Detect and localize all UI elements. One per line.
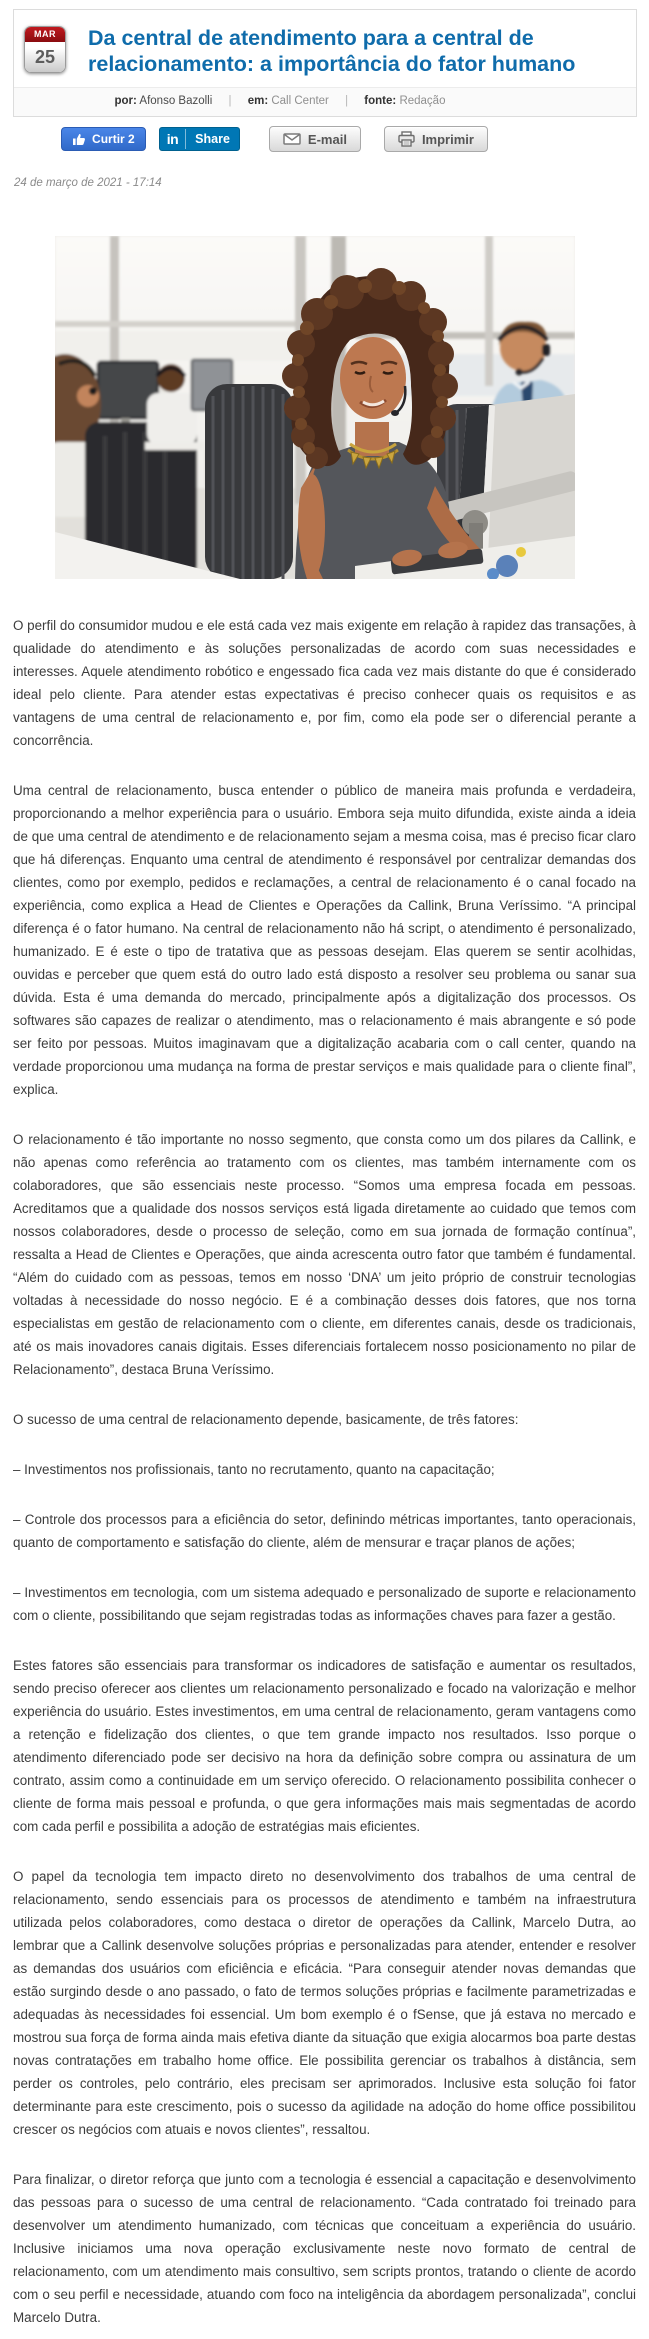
publish-date: 24 de março de 2021 - 17:14 bbox=[14, 177, 162, 189]
email-button[interactable] bbox=[269, 126, 361, 152]
byline-bar bbox=[14, 87, 636, 116]
linkedin-share-label: Share bbox=[195, 132, 230, 146]
thumbs-up-icon bbox=[72, 133, 86, 146]
print-icon bbox=[398, 131, 415, 147]
article-header bbox=[13, 9, 637, 117]
byline-por-label: por: bbox=[114, 95, 137, 107]
print-button[interactable] bbox=[384, 126, 488, 152]
call-center-photo-illustration bbox=[55, 236, 575, 579]
byline-em-label: em: bbox=[247, 95, 269, 107]
linkedin-share-button[interactable] bbox=[159, 127, 240, 151]
article-photo bbox=[55, 236, 575, 579]
article-paragraph: Estes fatores são essenciais para transformar os indicadores de satisfação e aumentar os resultados, sendo preciso oferecer aos clientes um relacionamento personalizado e focado na valorização e melhor experiência do usuário. Estes investimentos, em uma central de relacionamento, geram vantagens como a retenção e fidelização dos clientes, o que tem grande impacto nos resultados. Isso porque o atendimento diferenciado pode ser decisivo na hora da definição sobre compra ou assinatura de um contrato, assim como a continuidade em um serviço oferecido. O relacionamento possibilita conhecer o cliente de forma mais pessoal e profunda, o que gera informações mais mais segmentadas de acordo com cada perfil e possibilita a adoção de estratégias mais eficientes. bbox=[13, 1658, 636, 1834]
email-label: E-mail bbox=[307, 131, 347, 147]
email-icon bbox=[283, 133, 301, 145]
article-paragraph: O perfil do consumidor mudou e ele está cada vez mais exigente em relação à rapidez das transações, à qualidade do atendimento e às soluções personalizadas de acordo com suas necessidades e interesses. Aquele atendimento robótico e engessado fica cada vez mais distante do que é considerado ideal pelo cliente. Para atender estas expectativas é preciso conhecer quais os requisitos e as vantagens de uma central de relacionamento e, por fim, como ela pode ser o diferencial perante a concorrência. bbox=[13, 618, 637, 748]
article-paragraph: Para finalizar, o diretor reforça que junto com a tecnologia é essencial a capacitação e desenvolvimento das pessoas para o sucesso de uma central de relacionamento. “Cada contratado foi treinado para desenvolver um atendimento humanizado, com técnicas que conceituam a experiência do usuário. Inclusive iniciamos uma nova operação exclusivamente neste novo formato de central de relacionamento, com um atendimento mais consultivo, sem scripts prontos, tratando o cliente de acordo com o seu perfil e necessidade, atuando com foco na inteligência da abordagem personalizada”, conclui Marcelo Dutra. bbox=[13, 2172, 636, 2325]
byline-author[interactable]: Afonso Bazolli bbox=[139, 95, 213, 107]
byline-fonte-label: fonte: bbox=[364, 95, 397, 107]
page-title: Da central de atendimento para a central de relacionamento: a importância do fator humano bbox=[88, 26, 576, 76]
article-paragraph: Uma central de relacionamento, busca entender o público de maneira mais profunda e verdadeira, proporcionando a melhor experiência para o usuário. Embora seja muito difundida, existe ainda a ideia de que uma central de atendimento e de relacionamento sejam a mesma coisa, mas é preciso ficar claro que há diferenças. Enquanto uma central de atendimento é responsável por centralizar demandas dos clientes, como por exemplo, pedidos e reclamações, a central de relacionamento é o canal focado na experiência, como explica a Head de Clientes e Operações da Callink, Bruna Veríssimo. “A principal diferença é o fator humano. Na central de relacionamento não há script, o atendimento é personalizado, humanizado. E é este o tipo de tratativa que as pessoas desejam. Elas querem se sentir acolhidas, ouvidas e perceber que quem está do outro lado está disposto a resolver seu problema ou sanar sua dúvida. Esta é uma demanda do mercado, principalmente após a digitalização dos processos. Os softwares são capazes de realizar o atendimento, mas o relacionamento é mais abrangente e só pode ser feito por pessoas. Muitos imaginavam que a digitalização acabaria com o call center, quando na verdade proporcionou uma mudança na forma de prestar serviços e mais qualidade para o cliente final”, explica. bbox=[13, 783, 636, 1097]
byline-separator: | bbox=[345, 95, 349, 107]
article-paragraph: O relacionamento é tão importante no nosso segmento, que consta como um dos pilares da Callink, e não apenas como referência ao tratamento com os clientes, mas também internamente com os colaboradores, que são essenciais neste processo. “Somos uma empresa focada em pessoas. Acreditamos que a qualidade dos nossos serviços está ligada diretamente ao cuidado que temos com nossos colaboradores, desde o processo de seleção, como em sua jornada de formação contínua”, ressalta a Head de Clientes e Operações, que ainda acrescenta outro fator que também é fundamental. “Além do cuidado com as pessoas, temos em nosso ‘DNA’ um jeito próprio de construir tecnologias voltadas à necessidade do nosso negócio. E é a combinação desses dois fatores, que nos torna especialistas em gestão de relacionamento com o cliente, em diferentes canais, desde os tradicionais, até os mais inovadores canais digitais. Esses diferenciais fortalecem nosso posicionamento no pilar de Relacionamento”, destaca Bruna Veríssimo. bbox=[13, 1132, 636, 1377]
facebook-like-label: Curtir 2 bbox=[92, 132, 135, 146]
byline bbox=[115, 95, 446, 107]
article-list-item: – Controle dos processos para a eficiência do setor, definindo métricas importantes, tanto operacionais, quanto de comportamento e satisfação do cliente, além de mensurar e traçar planos de ações; bbox=[13, 1512, 636, 1550]
print-label: Imprimir bbox=[421, 131, 474, 147]
article-list-item: – Investimentos em tecnologia, com um sistema adequado e personalizado de suporte e relacionamento com o cliente, possibilitando que sejam registradas todas as informações chaves para fazer a gestão. bbox=[13, 1585, 636, 1623]
article-body bbox=[13, 614, 636, 2329]
calendar-date-badge bbox=[24, 26, 66, 73]
badge-month: MAR bbox=[25, 27, 65, 42]
facebook-like-button[interactable] bbox=[61, 127, 146, 151]
linkedin-icon: in bbox=[160, 129, 186, 149]
article-list-item: – Investimentos nos profissionais, tanto no recrutamento, quanto na capacitação; bbox=[13, 1462, 495, 1477]
byline-category[interactable]: Call Center bbox=[271, 95, 329, 107]
byline-source: Redação bbox=[399, 95, 446, 107]
badge-day: 25 bbox=[25, 42, 65, 73]
header-top bbox=[14, 10, 636, 87]
article-paragraph: O papel da tecnologia tem impacto direto no desenvolvimento dos trabalhos de uma central de relacionamento, sendo essenciais para os processos de atendimento e também na infraestrutura utilizada pelos colaboradores, como destaca o diretor de operações da Callink, Marcelo Dutra, ao lembrar que a Callink desenvolve soluções próprias e personalizadas para atender, entender e resolver as demandas dos usuários com eficiência e eficácia. “Para conseguir atender novas demandas que estão surgindo desde o ano passado, o fato de termos soluções próprias e facilmente parametrizadas e adequadas às necessidades foi essencial. Um bom exemplo é o fSense, que já estava no mercado e mostrou sua força de forma ainda mais efetiva diante da situação que exigia alocarmos boa parte destas novas contratações em trabalho home office. Ele possibilita gerenciar os trabalhos à distância, sem perder os controles, pelo contrário, eles precisam ser aprimorados. Inclusive esta solução foi fator determinante para este crescimento, pois o sucesso da agilidade na adoção do home office possibilitou crescer os negócios com atuais e novos clientes”, ressaltou. bbox=[13, 1869, 636, 2137]
article-paragraph: O sucesso de uma central de relacionamento depende, basicamente, de três fatores: bbox=[13, 1412, 519, 1427]
share-buttons-row bbox=[0, 126, 599, 152]
byline-separator: | bbox=[228, 95, 232, 107]
